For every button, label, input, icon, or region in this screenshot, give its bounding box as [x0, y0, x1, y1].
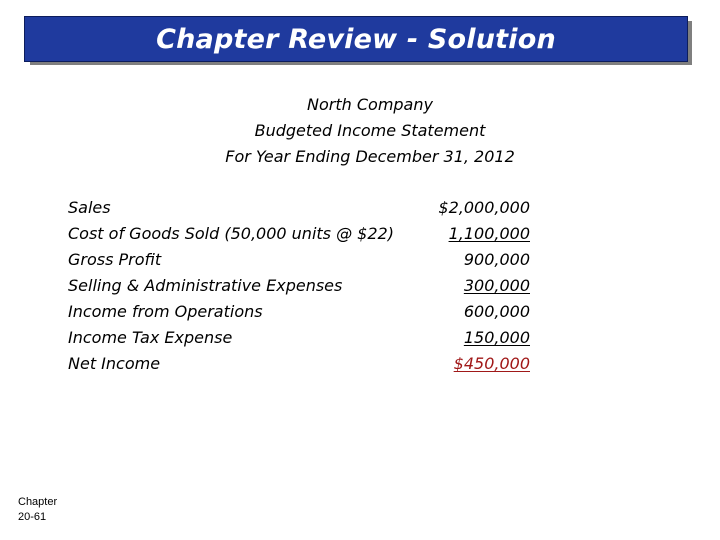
statement-row-selling-admin — [68, 273, 530, 299]
line-label: Sales — [68, 198, 111, 217]
line-label: Gross Profit — [68, 250, 162, 269]
statement-name: Budgeted Income Statement — [254, 121, 486, 140]
statement-row-income-tax — [68, 325, 530, 351]
statement-row-gross-profit — [68, 247, 530, 273]
footer-slide-number: 20-61 — [18, 511, 47, 523]
line-amount: $2,000,000 — [438, 198, 530, 217]
statement-row-sales — [68, 195, 530, 221]
line-label: Cost of Goods Sold (50,000 units @ $22) — [68, 224, 394, 243]
chapter-footer — [18, 495, 57, 525]
line-amount: 150,000 — [463, 328, 530, 347]
line-label: Income Tax Expense — [68, 328, 233, 347]
statement-period: For Year Ending December 31, 2012 — [225, 147, 515, 166]
title-bar — [24, 16, 688, 62]
line-label: Net Income — [68, 354, 161, 373]
footer-chapter-label: Chapter — [18, 496, 58, 508]
line-amount: 1,100,000 — [448, 224, 530, 243]
line-amount: 900,000 — [463, 250, 530, 269]
line-label: Selling & Administrative Expenses — [68, 276, 343, 295]
statement-row-cogs — [68, 221, 530, 247]
line-amount: 600,000 — [463, 302, 530, 321]
income-statement — [68, 195, 530, 377]
statement-row-net-income — [68, 351, 530, 377]
net-income-amount: $450,000 — [453, 354, 530, 373]
line-label: Income from Operations — [68, 302, 263, 321]
line-amount: 300,000 — [463, 276, 530, 295]
company-name: North Company — [307, 95, 433, 114]
slide-title: Chapter Review - Solution — [156, 23, 556, 55]
statement-row-income-operations — [68, 299, 530, 325]
statement-heading — [0, 92, 720, 170]
